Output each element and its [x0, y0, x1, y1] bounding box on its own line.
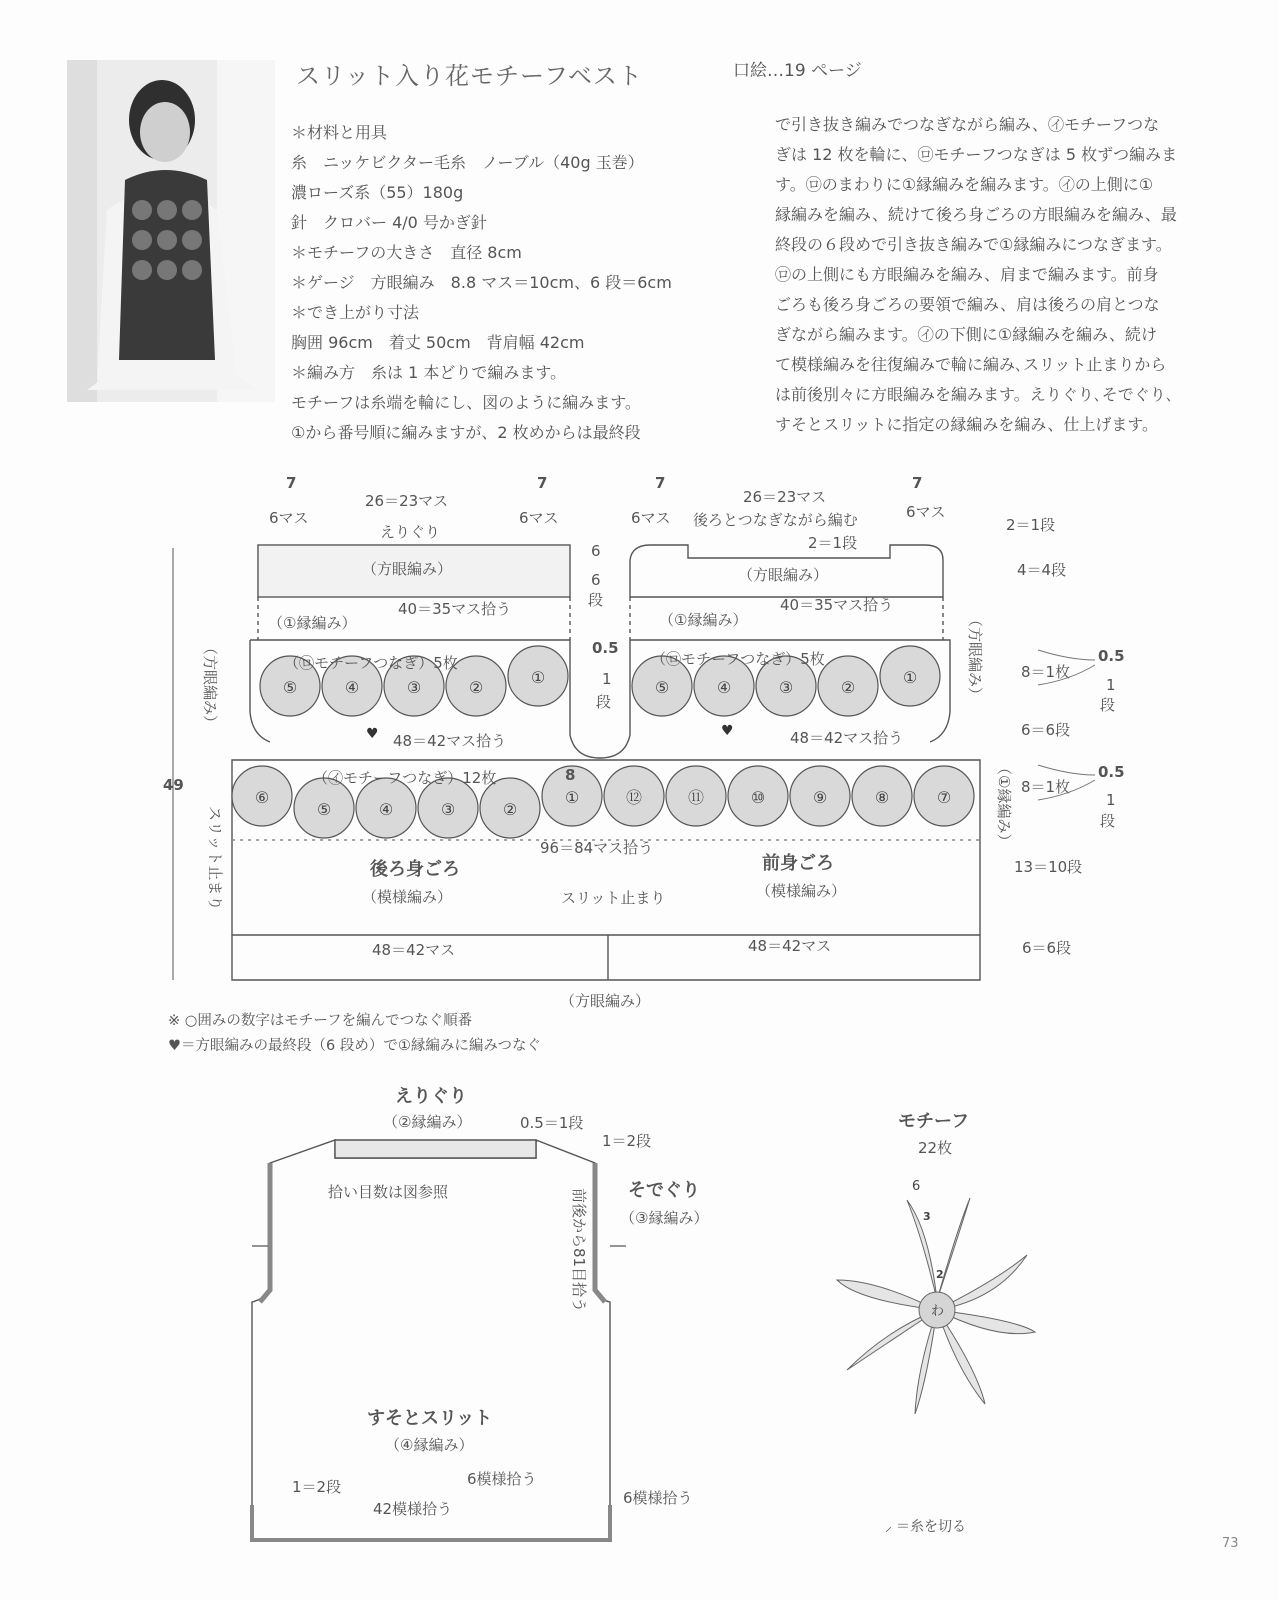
side-dim: 0.5 — [1098, 647, 1125, 665]
instruction-line: ①から番号順に編みますが、2 枚めからは最終段 — [291, 423, 641, 442]
motif-number: ③ — [440, 800, 456, 819]
instruction-line: 終段の６段めで引き抜き編みで①縁編みにつなぎます。 — [775, 235, 1172, 254]
border1-label: （①縁編み） — [659, 611, 748, 629]
motif-number: ⑧ — [874, 788, 890, 807]
note-order: ※ ○囲みの数字はモチーフを編んでつなぐ順番 — [168, 1013, 473, 1029]
dim-48-pick-back: 48＝42マス拾う — [393, 732, 507, 750]
motif-number: ⑤ — [316, 800, 332, 819]
motif-number: ③ — [406, 678, 422, 697]
motif-number: ④ — [344, 678, 360, 697]
model-photo — [67, 60, 275, 402]
dim-40-front: 40＝35マス拾う — [780, 596, 894, 614]
motif-legend: ＝糸を切る — [896, 1519, 966, 1535]
side-dim: 13＝10段 — [1014, 858, 1083, 876]
yarn-line: 糸 ニッケビクター毛糸 ノーブル（40g 玉巻） — [291, 153, 644, 172]
materials-section — [291, 118, 711, 448]
sodeguri-title: そでぐり — [628, 1180, 700, 1201]
instruction-line: ぎながら編みます。㋑の下側に①縁編みを編み、続け — [775, 325, 1158, 344]
side-dim: 6＝6段 — [1021, 721, 1071, 739]
side-dim: 8＝1枚 — [1021, 778, 1071, 796]
instruction-line: ㋺の上側にも方眼編みを編み、肩まで編みます。前身 — [775, 265, 1159, 284]
dim-48-back: 48＝42マス — [372, 941, 456, 959]
instruction-line: で引き抜き編みでつなぎながら編み、㋑モチーフつな — [775, 115, 1160, 134]
dim-1-2dan: 1＝2段 — [602, 1132, 652, 1150]
ushiro-tsunagi-label: 後ろとつなぎながら編む — [693, 511, 858, 529]
motif-number: ① — [530, 668, 546, 687]
motif-number: ④ — [378, 800, 394, 819]
front-body-label: 前身ごろ — [762, 853, 834, 874]
ro-motif-label: （㋺モチーフつなぎ）5枚 — [284, 654, 458, 672]
finishing-diagram — [0, 1070, 760, 1550]
finished-heading: ＊でき上がり寸法 — [291, 303, 420, 322]
motif-number: ⑫ — [625, 788, 643, 807]
i-motif-label: （㋑モチーフつなぎ）12枚 — [313, 769, 497, 787]
pattern-label: （模様編み） — [756, 882, 847, 900]
finished-size-line: 胸囲 96cm 着丈 50cm 背肩幅 42cm — [291, 333, 585, 352]
dim-05-1dan: 0.5＝1段 — [520, 1114, 584, 1132]
motif-number: ② — [502, 800, 518, 819]
slit-stop-label: スリット止まり — [561, 889, 666, 907]
motif-number: ① — [564, 788, 580, 807]
eriguri-label: えりぐり — [380, 523, 441, 541]
instruction-line: す。㋺のまわりに①縁編みを編みます。㋑の上側に① — [775, 175, 1154, 194]
motif-number: ⑥ — [254, 788, 270, 807]
dim-1-2dan-bottom: 1＝2段 — [292, 1478, 342, 1496]
hougan-vertical-left: （方眼編み） — [201, 640, 219, 731]
side-dim: 1 — [1106, 676, 1116, 694]
dim-48-front: 48＝42マス — [748, 937, 832, 955]
side-dim: 段 — [1100, 812, 1116, 830]
border1-label: （①縁編み） — [268, 614, 357, 632]
side-dim: 2＝1段 — [1006, 516, 1056, 534]
border1-vertical: （①縁編み） — [995, 760, 1013, 849]
dim-26-front: 26＝23マス — [743, 488, 827, 506]
dim-7-left: 7 — [655, 474, 666, 492]
model-photo-illustration — [67, 60, 275, 402]
motif-count: 22枚 — [918, 1139, 953, 1157]
instruction-line: て模様編みを往復編みで輪に編み､スリット止まりから — [775, 355, 1167, 374]
dim-6masu: 6マス — [631, 509, 671, 527]
suso-slit-title: すそとスリット — [367, 1408, 493, 1429]
page-reference: 口絵…19 ページ — [733, 61, 862, 81]
instruction-line: ぎは 12 枚を輪に、㋺モチーフつなぎは 5 枚ずつ編みま — [775, 145, 1178, 164]
motif-number: ⑦ — [936, 788, 952, 807]
pick6-label: 6模様拾う — [623, 1489, 693, 1507]
dim-6masu: 6マス — [906, 503, 946, 521]
side-dim: 段 — [1100, 696, 1116, 714]
dim-26-back: 26＝23マス — [365, 492, 449, 510]
border3-label: （③縁編み） — [620, 1209, 709, 1227]
slit-stop-vertical: スリット止まり — [206, 806, 224, 911]
needle-line: 針 クロバー 4/0 号かぎ針 — [291, 213, 487, 232]
pick6-label: 6模様拾う — [467, 1470, 537, 1488]
motif-label-6: 6 — [912, 1179, 921, 1194]
eriguri-title: えりぐり — [395, 1086, 467, 1107]
dim-96: 96＝84マス拾う — [540, 839, 654, 857]
dim-dan: 段 — [596, 693, 612, 711]
motif-chart — [800, 1100, 1060, 1540]
motif-number: ② — [468, 678, 484, 697]
instruction-line: ごろも後ろ身ごろの要領で編み、肩は後ろの肩とつな — [775, 295, 1160, 314]
side-dim: 8＝1枚 — [1021, 663, 1071, 681]
dim-1: 1 — [602, 670, 612, 688]
motif-number: ② — [840, 678, 856, 697]
dim-40-back: 40＝35マス拾う — [398, 600, 512, 618]
motif-number: ⑪ — [687, 788, 705, 807]
cut-icon: ⸝ — [885, 1519, 892, 1535]
motif-title: モチーフ — [898, 1111, 970, 1132]
side-dim: 4＝4段 — [1017, 561, 1067, 579]
dim-49: 49 — [163, 776, 184, 794]
motif-number: ① — [902, 668, 918, 687]
dim-7-right: 7 — [912, 474, 923, 492]
motif-label-3: 3 — [923, 1210, 931, 1223]
page-title: スリット入り花モチーフベスト — [296, 62, 643, 90]
pick42-label: 42模様拾う — [373, 1500, 453, 1518]
pattern-label: （模様編み） — [362, 888, 453, 906]
materials-heading: ＊材料と用具 — [291, 123, 388, 142]
hougan-label: （方眼編み） — [362, 560, 453, 578]
dim-8: 8 — [565, 766, 576, 784]
border2-label: （②縁編み） — [383, 1113, 472, 1131]
dim-05: 0.5 — [592, 639, 619, 657]
sleeve-pick-label: 前後から81目拾う — [570, 1188, 588, 1313]
note-heart: ♥＝方眼編みの最終段（6 段め）で①縁編みに編みつなぐ — [168, 1038, 542, 1054]
heart-icon: ♥ — [366, 726, 379, 742]
motif-number: ⑨ — [812, 788, 828, 807]
dim-6masu: 6マス — [269, 509, 309, 527]
border4-label: （④縁編み） — [385, 1436, 474, 1454]
dim-dan: 段 — [588, 591, 604, 609]
dim-6masu: 6マス — [519, 509, 559, 527]
instruction-line: 縁編みを編み、続けて後ろ身ごろの方眼編みを編み、最 — [775, 205, 1177, 224]
motif-number: ⑩ — [750, 788, 766, 807]
hougan-bottom-label: （方眼編み） — [560, 992, 651, 1010]
heart-icon: ♥ — [721, 723, 734, 739]
gauge-line: ＊ゲージ 方眼編み 8.8 マス＝10cm、6 段＝6cm — [291, 273, 672, 292]
method-heading: ＊編み方 糸は 1 本どりで編みます。 — [291, 363, 567, 382]
back-body-label: 後ろ身ごろ — [370, 859, 460, 880]
instructions-section — [775, 110, 1225, 440]
motif-number: ⑤ — [282, 678, 298, 697]
dim-2-1dan: 2＝1段 — [808, 534, 858, 552]
dim-6: 6 — [591, 542, 601, 560]
hougan-vertical-right: （方眼編み） — [966, 612, 984, 703]
pickup-note: 拾い目数は図参照 — [328, 1183, 449, 1201]
instruction-line: は前後別々に方眼編みを編みます。えりぐり､そでぐり､ — [775, 385, 1174, 404]
motif-number: ③ — [778, 678, 794, 697]
motif-number: ④ — [716, 678, 732, 697]
hougan-label: （方眼編み） — [738, 566, 829, 584]
motif-number: ⑤ — [654, 678, 670, 697]
side-dim: 1 — [1106, 791, 1116, 809]
instruction-line: モチーフは糸端を輪にし、図のように編みます。 — [291, 393, 641, 412]
ro-motif-label: （㋺モチーフつなぎ）5枚 — [651, 650, 825, 668]
dim-6: 6 — [591, 571, 601, 589]
instruction-line: すそとスリットに指定の縁編みを編み、仕上げます。 — [775, 415, 1159, 434]
side-dim: 0.5 — [1098, 763, 1125, 781]
side-dim: 6＝6段 — [1022, 939, 1072, 957]
dim-7-right: 7 — [537, 474, 548, 492]
motif-size-line: ＊モチーフの大きさ 直径 8cm — [291, 243, 522, 262]
page-number: 73 — [1222, 1536, 1239, 1551]
dim-7-left: 7 — [286, 474, 297, 492]
motif-label-2: 2 — [936, 1268, 944, 1281]
dim-48-pick-front: 48＝42マス拾う — [790, 729, 904, 747]
construction-diagram — [0, 460, 1279, 1010]
color-line: 濃ローズ系（55）180g — [291, 183, 464, 202]
motif-center: わ — [931, 1304, 945, 1319]
